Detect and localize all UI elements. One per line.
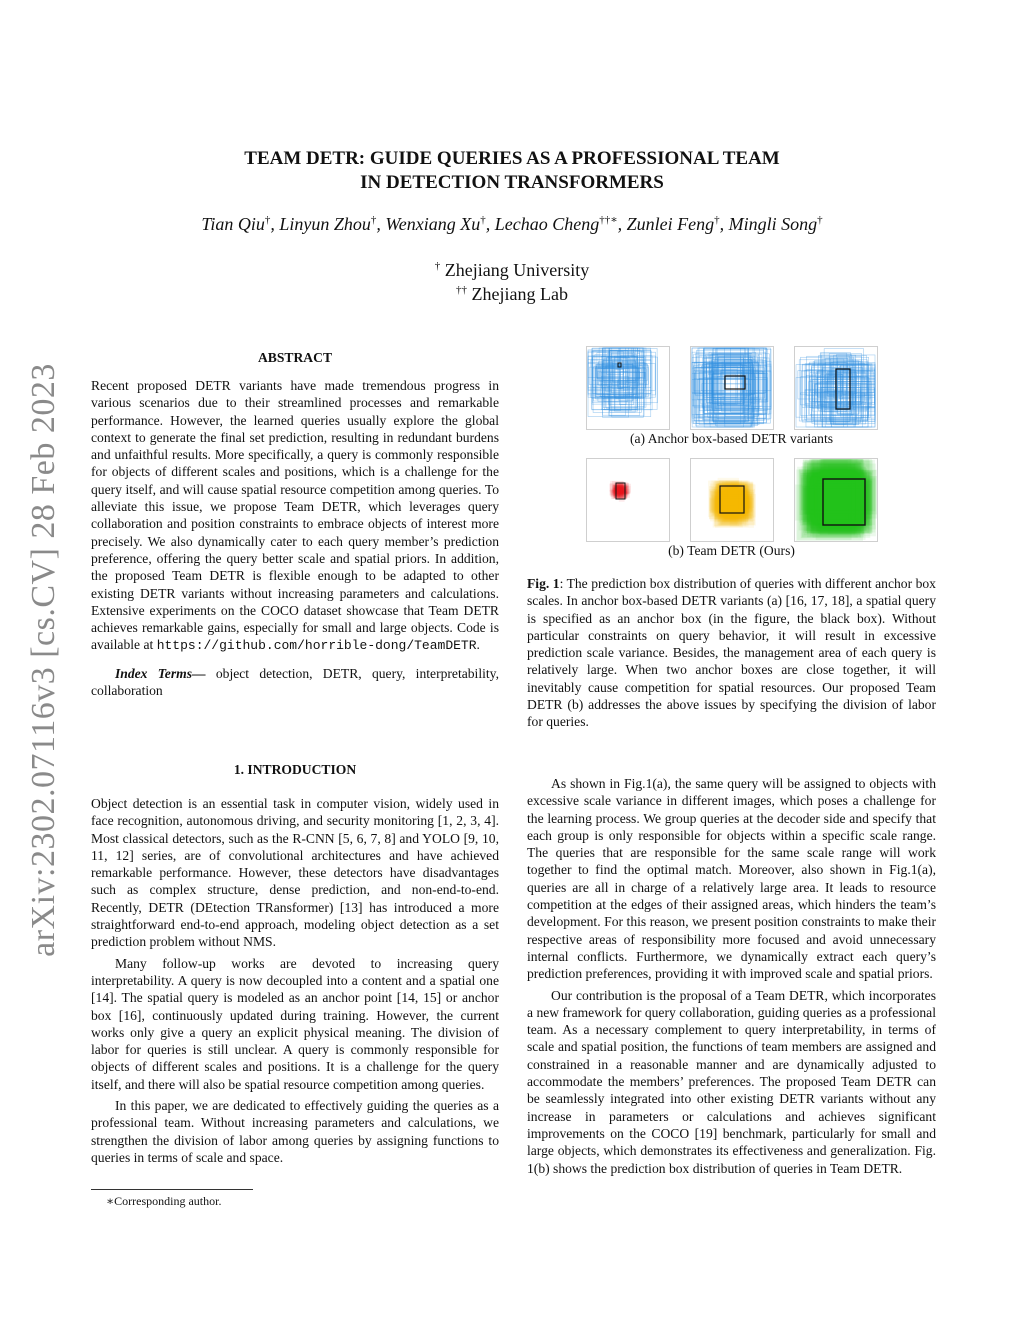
- fig-panel-b1: [586, 458, 670, 542]
- intro-paragraph: In this paper, we are dedicated to effectively guiding the queries as a professional team. Without increasing parameters and calculations, we strengthen the division of labor among queries by assigning functions to queries in terms of scale and space.: [91, 1098, 499, 1165]
- intro-paragraph: Object detection is an essential task in computer vision, widely used in face recognition, autonomous driving, and security monitoring [1, 2, 3, 4]. Most classical detectors, such as the R-CNN [5, 6, 7, 8] and YOLO [9, 10, 11, 12] series, are of convolutional architectures and have achieved remarkable performance. However, these detectors have disadvantages such as complex structure, dense prediction, and non-end-to-end. Recently, DETR (DEtection TRansformer) [13] has introduced a more straightforward end-to-end approach, modeling object detection as a set prediction problem without NMS.: [91, 796, 499, 950]
- fig-plot-b1: [587, 459, 669, 541]
- body-paragraph: As shown in Fig.1(a), the same query will be assigned to objects with excessive scale variance in different images, which poses a challenge for the learning process. We group queries at the decoder side and specify that each group is only responsible for objects within a specific scale range. The queries that are responsible for the same scale range will work together to find the optimal match. Moreover, also shown in Fig.1(a), queries are all in charge of a relatively large area. It leads to resource competition at the edges of their assigned areas, which hinders the team’s development. For this reason, we present position constraints to make their respective areas of responsibility more focused and avoid unnecessary internal conflicts. Furthermore, we dynamically extract each query’s prediction preferences, providing it with improved scale and spatial priors.: [527, 776, 936, 982]
- abstract-text: Recent proposed DETR variants have made tremendous progress in various scenarios due to their streamlined processes and remarkable performance. However, the learned queries usually explore the global context to generate the final set prediction, resulting in redundant burdens and unfaithful results. More specifically, a query is commonly responsible for objects of different scales and positions, which is a challenge for the query itself, and will cause spatial resource competition among queries. To alleviate this issue, we propose Team DETR, which leverages query collaboration and position constraints to embrace objects of interest more precisely. We also dynamically cater to each query member’s prediction preference, offering the query better scale and spatial priors. In addition, the proposed Team DETR is flexible enough to be adapted to other existing DETR variants without increasing parameters and calculations. Extensive experiments on the COCO dataset showcase that Team DETR achieves remarkable gains, especially for small and large objects. Code is available at https://github.com/horrible-dong/TeamDETR.: [91, 378, 499, 654]
- abstract-body: [91, 377, 499, 699]
- figure-caption: [527, 575, 936, 731]
- fig-panel-a1: [586, 346, 670, 430]
- fig-caption-b: (b) Team DETR (Ours): [668, 543, 795, 558]
- index-terms: Index Terms— object detection, DETR, query, interpretability, collaboration: [91, 665, 499, 699]
- author: Tian Qiu†,: [201, 214, 280, 234]
- fig-panel-b3: [794, 458, 878, 542]
- paper-title-line1: TEAM DETR: GUIDE QUERIES AS A PROFESSIONAL TEAM: [244, 148, 780, 169]
- author: Mingli Song†: [728, 214, 823, 234]
- fig-plot-b3: [795, 459, 877, 541]
- affiliation: † Zhejiang University: [434, 260, 590, 280]
- paper-title-line2: IN DETECTION TRANSFORMERS: [360, 172, 664, 193]
- arxiv-stamp: [14, 350, 74, 970]
- author: Zunlei Feng†,: [626, 214, 729, 234]
- fig-plot-a1: [587, 347, 669, 429]
- intro-body: [91, 795, 499, 1166]
- affiliation: †† Zhejiang Lab: [456, 284, 568, 304]
- footnote-rule: [91, 1189, 253, 1190]
- prediction-box: [715, 481, 739, 516]
- fig-label: Fig. 1: [527, 576, 560, 591]
- arxiv-id: arXiv:2302.07116v3 [cs.CV] 28 Feb 2023: [25, 363, 62, 957]
- fig-panel-a3: [794, 346, 878, 430]
- fig-plot-b2: [691, 459, 773, 541]
- fig-plot-a2: [691, 347, 773, 429]
- author: Wenxiang Xu†,: [385, 214, 495, 234]
- abstract-heading: ABSTRACT: [257, 350, 333, 365]
- fig-panel-b2: [690, 458, 774, 542]
- author: Lechao Cheng††∗,: [494, 214, 627, 234]
- fig-caption-a: (a) Anchor box-based DETR variants: [629, 431, 834, 446]
- body-paragraph: Our contribution is the proposal of a Team DETR, which incorporates a new framework for query collaboration, guiding queries as a professional team. As a necessary complement to query interpretability, in terms of scale and spatial position, the functions of team members are assigned and constrained in a reasonable manner and are dynamically adjusted to accommodate the members’ preferences. The proposed Team DETR can be seamlessly integrated into other existing DETR variants without any increase in parameters or calculations and achieves significant improvements on the COCO [19] benchmark, particularly for small and large objects, which demonstrates its effectiveness and generalization. Fig. 1(b) shows the prediction box distribution of queries in Team DETR.: [527, 987, 936, 1176]
- intro-paragraph: Many follow-up works are devoted to increasing query interpretability. A query is now decoupled into a content and a spatial one [14]. The spatial query is modeled as an anchor point [14, 15] or anchor box [16], continuously updated during training. However, the current works only give a query an explicit physical meaning. The division of labor for queries is still unclear. A query is commonly responsible for objects of different scales and positions. It is a challenge for the query itself, and there will also be spatial resource competition among queries.: [91, 955, 499, 1092]
- fig-plot-a3: [795, 347, 877, 429]
- code-link[interactable]: https://github.com/horrible-dong/TeamDETR: [156, 638, 477, 654]
- author: Linyun Zhou†,: [279, 214, 386, 234]
- fig-panel-a2: [690, 346, 774, 430]
- fig-caption-text: : The prediction box distribution of queries with different anchor box scales. In anchor box-based DETR variants (a) [16, 17, 18], a spatial query is specified as an anchor box (in the figure, the black box). Without particular constraints on query behavior, it will result in excessive prediction scale variance. Besides, the management area of each query is relatively large. When two anchor boxes are close together, it will inevitably cause competition for spatial resources. Our proposed Team DETR (b) addresses the above issues by specifying the division of labor for queries.: [527, 576, 936, 730]
- prediction-box: [817, 473, 866, 524]
- intro-heading: 1. INTRODUCTION: [233, 762, 357, 777]
- author-list: [100, 213, 924, 235]
- footnote: ∗Corresponding author.: [106, 1194, 222, 1208]
- right-body: [527, 775, 936, 1177]
